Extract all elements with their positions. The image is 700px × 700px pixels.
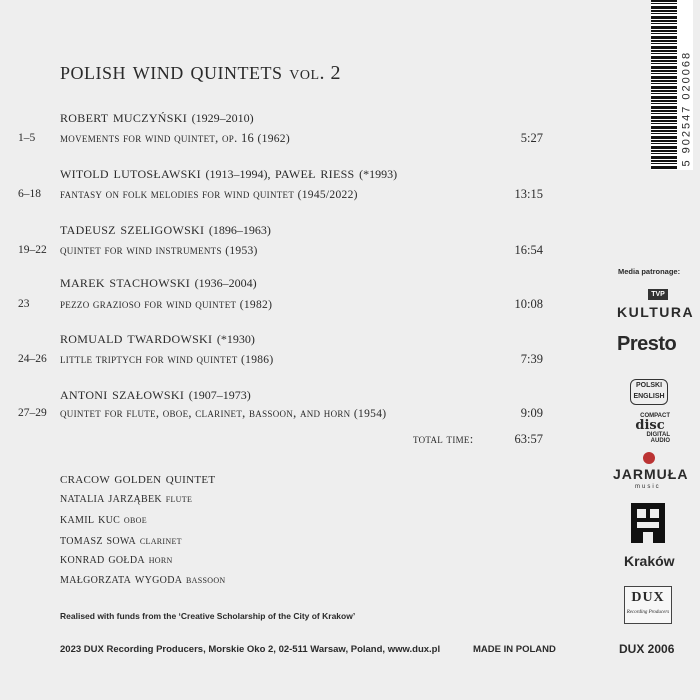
member-instrument: horn: [148, 552, 173, 566]
track-duration: 5:27: [520, 131, 543, 145]
jarmula-logo: JARMUŁA: [613, 466, 689, 482]
composer-line: [60, 384, 251, 404]
track-duration: 16:54: [514, 243, 543, 257]
barcode-bars: [651, 0, 677, 170]
track-duration: 10:08: [514, 297, 543, 311]
work-name: quintet for wind instruments: [60, 243, 222, 257]
work-title: [60, 131, 290, 146]
composer-name: romuald twardowski: [60, 328, 213, 347]
work-title: [60, 406, 386, 421]
work-name: fantasy on folk melodies for wind quintet: [60, 187, 295, 201]
track-numbers: 23: [18, 298, 30, 310]
barcode-number: 5 902547 020068: [680, 50, 693, 167]
track-numbers: 27–29: [18, 407, 47, 419]
kultura-logo: KULTURA: [617, 304, 695, 320]
work-year: (1982): [239, 299, 273, 311]
catalog-number: DUX 2006: [619, 642, 675, 656]
work-year: (1945/2022): [297, 189, 358, 201]
composer-dates: (1896–1963): [208, 223, 271, 237]
work-title: [60, 243, 258, 258]
track-numbers: 1–5: [18, 132, 36, 144]
language-polish: POLSKI: [635, 382, 663, 389]
work-year: (1962): [257, 133, 290, 145]
work-title: [60, 297, 272, 312]
track-numbers: 19–22: [18, 244, 47, 256]
member-instrument: flute: [165, 491, 193, 505]
composer-line: [60, 163, 397, 183]
member-name: konrad gołda: [60, 552, 145, 567]
ensemble-member: [60, 533, 182, 549]
work-title: [60, 187, 358, 202]
ensemble-member: [60, 491, 192, 507]
title-volume: vol. 2: [289, 62, 342, 84]
member-name: natalia jarząbek: [60, 491, 162, 506]
disc-main-text: disc: [635, 418, 665, 433]
composer-dates: (*1930): [216, 332, 255, 346]
krakow-emblem-icon: [631, 503, 665, 543]
composer-name: tadeusz szeligowski: [60, 219, 205, 238]
work-year: (1953): [225, 245, 258, 257]
track-duration: 7:39: [520, 352, 543, 366]
media-patronage-label: Media patronage:: [618, 267, 681, 276]
krakow-logo: Kraków: [624, 553, 675, 569]
member-name: kamil kuc: [60, 512, 121, 527]
ensemble-member: [60, 512, 147, 528]
presto-logo: Presto: [617, 333, 677, 355]
track-duration: 9:09: [520, 406, 543, 420]
title-main: polish wind quintets: [60, 58, 283, 85]
composer-name: antoni szałowski: [60, 384, 185, 403]
disc-bottom-text: DIGITAL AUDIO: [646, 432, 670, 444]
composer-line: [60, 272, 257, 292]
barcode: [651, 0, 693, 170]
dux-logo-sub: Recording Producers: [626, 610, 670, 615]
composer-name: witold lutosławski: [60, 163, 201, 182]
total-time-value: 63:57: [514, 432, 543, 446]
composer-dates: (1929–2010): [191, 111, 254, 125]
language-english: ENGLISH: [633, 393, 665, 400]
member-instrument: clarinet: [139, 533, 182, 547]
work-name: little triptych for wind quintet: [60, 352, 238, 366]
compact-disc-logo: [630, 413, 670, 444]
track-numbers: 24–26: [18, 353, 47, 365]
album-title: [60, 58, 341, 86]
ensemble-name: cracow golden quintet: [60, 470, 216, 487]
dux-logo: [624, 586, 672, 624]
composer-name: robert muczyński: [60, 107, 188, 126]
composer-dates: (*1993): [359, 167, 398, 181]
member-instrument: oboe: [123, 512, 147, 526]
track-duration: 13:15: [514, 187, 543, 201]
member-name: małgorzata wygoda: [60, 572, 183, 587]
made-in-label: MADE IN POLAND: [473, 644, 556, 655]
ensemble-member: [60, 572, 226, 588]
work-title: [60, 352, 273, 367]
tvp-logo: TVP: [648, 289, 668, 300]
work-year: (1986): [241, 354, 274, 366]
composer-line: [60, 107, 254, 127]
copyright-footer: 2023 DUX Recording Producers, Morskie Oko 2, 02-511 Warsaw, Poland, www.dux.pl: [60, 644, 441, 655]
track-numbers: 6–18: [18, 188, 41, 200]
jarmula-emblem-icon: [643, 452, 655, 464]
composer-name: paweł riess: [275, 163, 355, 182]
work-name: quintet for flute, oboe, clarinet, bassoon, and horn: [60, 406, 351, 420]
total-time-label: total time:: [413, 432, 474, 446]
work-name: movements for wind quintet, op. 16: [60, 131, 255, 145]
member-name: tomasz sowa: [60, 533, 137, 548]
composer-name: marek stachowski: [60, 272, 191, 291]
language-badge: [630, 379, 668, 405]
composer-dates: (1936–2004): [194, 276, 257, 290]
composer-dates: (1907–1973): [188, 388, 251, 402]
jarmula-sub: music: [635, 484, 661, 490]
composer-line: [60, 219, 271, 239]
member-instrument: bassoon: [186, 572, 226, 586]
disc-top-text: COMPACT: [640, 413, 670, 419]
funds-note: Realised with funds from the ‘Creative Scholarship of the City of Krakow’: [60, 611, 356, 621]
work-year: (1954): [353, 408, 387, 420]
dux-logo-text: DUX: [631, 590, 665, 605]
composer-dates: (1913–1994),: [205, 167, 271, 181]
work-name: pezzo grazioso for wind quintet: [60, 297, 237, 311]
ensemble-member: [60, 552, 173, 568]
composer-line: [60, 328, 255, 348]
